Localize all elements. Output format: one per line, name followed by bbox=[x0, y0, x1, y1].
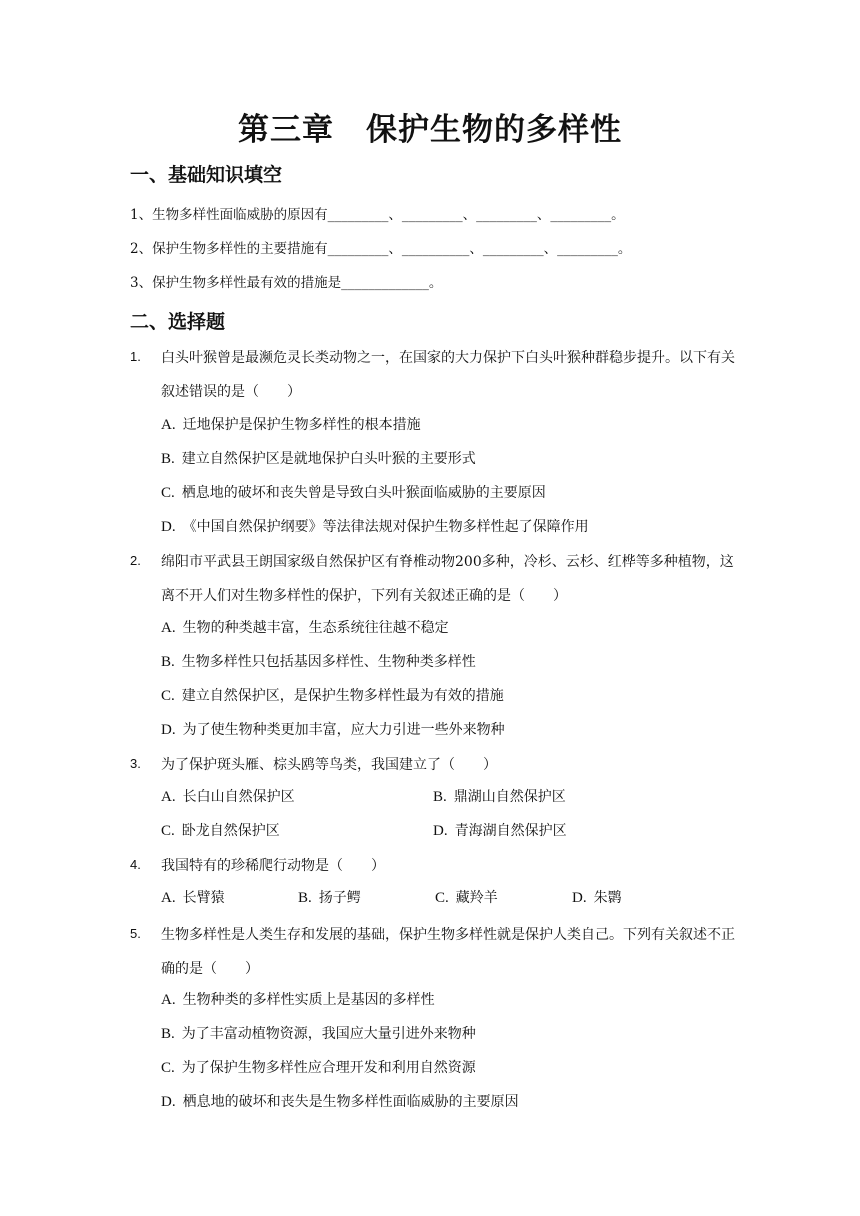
page-title: 第三章 保护生物的多样性 bbox=[238, 112, 622, 148]
option-a: A. 长白山自然保护区 bbox=[161, 789, 295, 805]
option-b: B. 生物多样性只包括基因多样性、生物种类多样性 bbox=[161, 654, 476, 670]
option-c: C. 建立自然保护区，是保护生物多样性最为有效的措施 bbox=[161, 688, 504, 704]
option-a: A. 迁地保护是保护生物多样性的根本措施 bbox=[161, 417, 421, 433]
section-heading-choice: 二、选择题 bbox=[130, 311, 226, 333]
question-stem: 我国特有的珍稀爬行动物是（ ） bbox=[161, 858, 385, 874]
option-c: C. 为了保护生物多样性应合理开发和利用自然资源 bbox=[161, 1060, 476, 1076]
question-5 bbox=[130, 926, 740, 986]
option-b: B. 鼎湖山自然保护区 bbox=[433, 789, 566, 805]
question-4-options bbox=[161, 881, 741, 915]
option-b: B. 建立自然保护区是就地保护白头叶猴的主要形式 bbox=[161, 451, 476, 467]
question-number: 4. bbox=[130, 857, 141, 872]
option-b: B. 为了丰富动植物资源，我国应大量引进外来物种 bbox=[161, 1026, 476, 1042]
option-d: D. 栖息地的破坏和丧失是生物多样性面临威胁的主要原因 bbox=[161, 1094, 519, 1110]
question-stem: 为了保护斑头雁、棕头鸥等鸟类，我国建立了（ ） bbox=[161, 757, 497, 773]
option-b: B. 扬子鳄 bbox=[298, 890, 361, 906]
option-a: A. 长臂猿 bbox=[161, 890, 225, 906]
option-a: A. 生物种类的多样性实质上是基因的多样性 bbox=[161, 992, 435, 1008]
question-stem: 白头叶猴曾是最濒危灵长类动物之一，在国家的大力保护下白头叶猴种群稳步提升。以下有关叙述错误的是（ ） bbox=[161, 350, 735, 400]
option-a: A. 生物的种类越丰富，生态系统往往越不稳定 bbox=[161, 620, 449, 636]
question-number: 5. bbox=[130, 926, 141, 941]
question-5-options bbox=[161, 983, 741, 1119]
question-1 bbox=[130, 349, 740, 409]
option-d: D. 青海湖自然保护区 bbox=[433, 823, 567, 839]
question-3 bbox=[130, 756, 740, 782]
section-heading-fill-in: 一、基础知识填空 bbox=[130, 164, 283, 186]
question-4 bbox=[130, 857, 740, 883]
question-number: 1. bbox=[130, 349, 141, 364]
option-d: D. 《中国自然保护纲要》等法律法规对保护生物多样性起了保障作用 bbox=[161, 519, 589, 535]
question-2 bbox=[130, 553, 740, 613]
question-2-options bbox=[161, 611, 741, 747]
option-c: C. 卧龙自然保护区 bbox=[161, 823, 280, 839]
question-number: 2. bbox=[130, 553, 141, 568]
question-1-options bbox=[161, 408, 741, 544]
question-stem: 绵阳市平武县王朗国家级自然保护区有脊椎动物200多种，冷杉、云杉、红桦等多种植物，这离不开人们对生物多样性的保护，下列有关叙述正确的是（ ） bbox=[161, 554, 734, 604]
fill-in-item-2: 2、保护生物多样性的主要措施有_________、__________、_________、_________。 bbox=[130, 241, 632, 257]
option-d: D. 为了使生物种类更加丰富，应大力引进一些外来物种 bbox=[161, 722, 505, 738]
option-c: C. 栖息地的破坏和丧失曾是导致白头叶猴面临威胁的主要原因 bbox=[161, 485, 546, 501]
fill-in-item-1: 1、生物多样性面临威胁的原因有_________、_________、_________、_________。 bbox=[130, 207, 625, 223]
question-3-options bbox=[161, 780, 741, 848]
question-number: 3. bbox=[130, 756, 141, 771]
option-d: D. 朱鹮 bbox=[572, 890, 622, 906]
fill-in-item-3: 3、保护生物多样性最有效的措施是_____________。 bbox=[130, 275, 443, 291]
question-stem: 生物多样性是人类生存和发展的基础，保护生物多样性就是保护人类自己。下列有关叙述不正确的是（ ） bbox=[161, 927, 735, 977]
option-c: C. 藏羚羊 bbox=[435, 890, 498, 906]
